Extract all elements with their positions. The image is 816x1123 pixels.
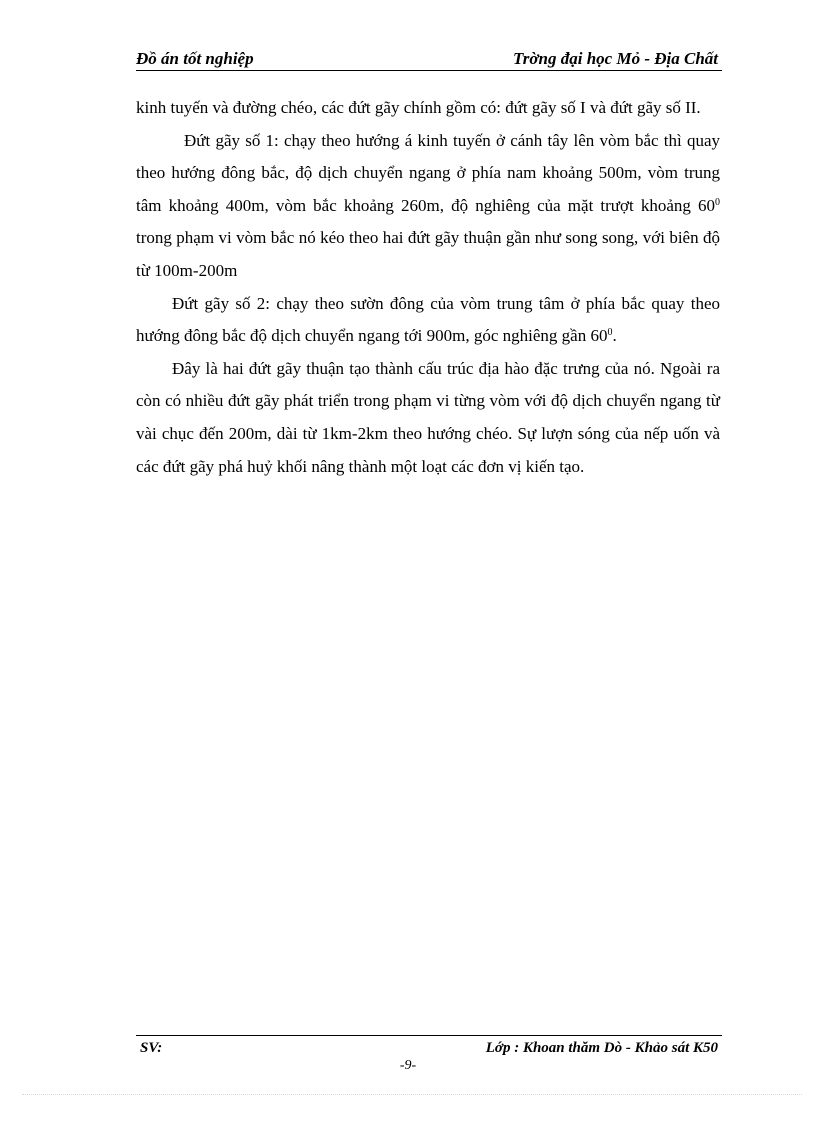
document-body: [136, 92, 720, 483]
footer-student-label: SV:: [140, 1040, 163, 1056]
degree-superscript: 0: [715, 196, 720, 208]
paragraph-fault-1-text-a: Đứt gãy số 1: chạy theo hướng á kinh tuyến ở cánh tây lên vòm bắc thì quay theo hướng đông bắc, độ dịch chuyển ngang ở phía nam khoảng 500m, vòm trung tâm khoảng 400m, vòm bắc khoảng 260m, độ nghiêng của mặt trượt khoảng 60: [136, 130, 720, 215]
page-number: -9-: [399, 1058, 417, 1073]
footer-divider: [136, 1035, 722, 1036]
degree-superscript: 0: [607, 327, 613, 339]
paragraph-fault-2-text-b: .: [612, 326, 617, 346]
footer-class-info: Lớp : Khoan thăm Dò - Khảo sát K50: [485, 1040, 718, 1056]
paragraph-fault-2: [136, 288, 720, 353]
header-document-title: Đồ án tốt nghiệp: [136, 49, 254, 68]
page-edge-divider: [22, 1094, 802, 1095]
paragraph-fault-1: [136, 125, 720, 288]
paragraph-fault-1-text-b: trong phạm vi vòm bắc nó kéo theo hai đứt gãy thuận gần như song song, với biên độ từ 100m-200m: [136, 228, 720, 280]
paragraph-fault-2-text-a: Đứt gãy số 2: chạy theo sườn đông của vòm trung tâm ở phía bắc quay theo hướng đông bắc độ dịch chuyển ngang tới 900m, góc nghiêng gần 60: [136, 293, 720, 346]
paragraph-summary: Đây là hai đứt gãy thuận tạo thành cấu trúc địa hào đặc trưng của nó. Ngoài ra còn có nhiều đứt gãy phát triển trong phạm vi từng vòm với độ dịch chuyển ngang từ vài chục đến 200m, dài từ 1km-2km theo hướng chéo. Sự lượn sóng của nếp uốn và các đứt gãy phá huỷ khối nâng thành một loạt các đơn vị kiến tạo.: [136, 358, 720, 476]
paragraph-continuation: kinh tuyến và đường chéo, các đứt gãy chính gồm có: đứt gãy số I và đứt gãy số II.: [136, 98, 701, 117]
page-header: [136, 48, 722, 71]
header-university-name: Trờng đại học Mỏ - Địa Chất: [513, 49, 718, 68]
